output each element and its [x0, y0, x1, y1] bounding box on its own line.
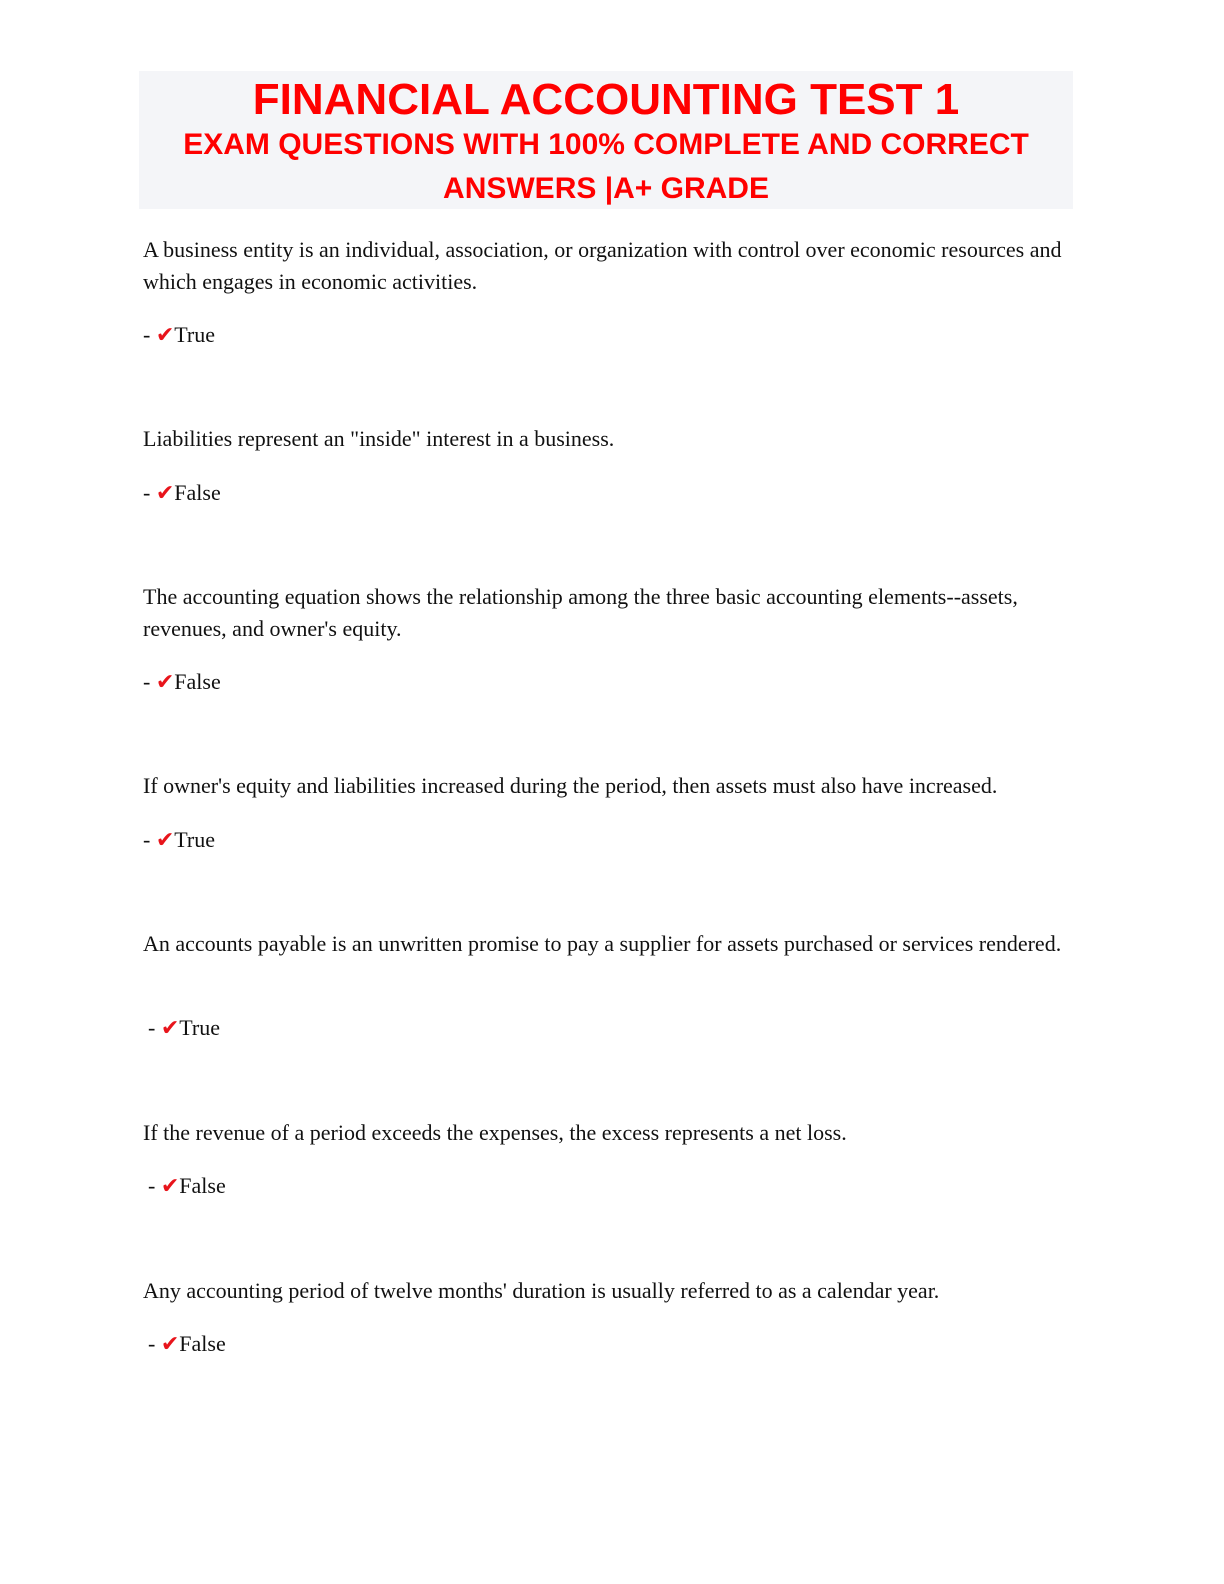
- answer-prefix: -: [148, 1331, 161, 1356]
- question-item-3: [143, 581, 1073, 645]
- question-item-7: [143, 1275, 1073, 1307]
- subtitle-line-2: ANSWERS |A+ GRADE: [443, 172, 769, 205]
- checkmark-icon: ✔: [155, 323, 175, 348]
- question-text: Any accounting period of twelve months' duration is usually referred to as a calendar year.: [143, 1278, 940, 1303]
- answer-prefix: -: [148, 1015, 161, 1040]
- checkmark-icon: ✔: [155, 481, 175, 506]
- question-item-4: [143, 770, 1073, 802]
- question-item-2: [143, 423, 1073, 455]
- answer-line-1: [143, 319, 215, 352]
- checkmark-icon: ✔: [155, 828, 175, 853]
- answer-prefix: -: [143, 669, 156, 694]
- checkmark-icon: ✔: [160, 1332, 180, 1357]
- answer-line-3: [143, 666, 221, 699]
- document-subtitle: [139, 123, 1073, 211]
- answer-line-2: [143, 477, 221, 510]
- answer-text: False: [179, 1173, 226, 1198]
- answer-text: True: [179, 1015, 221, 1040]
- question-text: Liabilities represent an "inside" interest in a business.: [143, 426, 615, 451]
- answer-text: True: [174, 827, 216, 852]
- answer-prefix: -: [143, 827, 156, 852]
- question-text: A business entity is an individual, association, or organization with control over economic resources and which engages in economic activities.: [143, 237, 1062, 294]
- question-item-5: [143, 928, 1073, 960]
- question-text: If the revenue of a period exceeds the expenses, the excess represents a net loss.: [143, 1120, 847, 1145]
- question-item-1: [143, 234, 1073, 298]
- answer-text: False: [174, 669, 221, 694]
- document-title: FINANCIAL ACCOUNTING TEST 1: [252, 75, 960, 124]
- answer-text: False: [174, 480, 221, 505]
- question-text: If owner's equity and liabilities increased during the period, then assets must also have increased.: [143, 773, 998, 798]
- question-text: The accounting equation shows the relationship among the three basic accounting elements--assets, revenues, and owner's equity.: [143, 584, 1018, 641]
- checkmark-icon: ✔: [160, 1174, 180, 1199]
- answer-text: False: [179, 1331, 226, 1356]
- question-item-6: [143, 1117, 1073, 1149]
- document-header: [139, 71, 1073, 209]
- answer-line-7: [148, 1328, 226, 1361]
- answer-line-6: [148, 1170, 226, 1203]
- checkmark-icon: ✔: [160, 1016, 180, 1041]
- answer-prefix: -: [143, 480, 156, 505]
- answer-prefix: -: [148, 1173, 161, 1198]
- answer-line-5: [148, 1012, 220, 1045]
- answer-line-4: [143, 824, 215, 857]
- checkmark-icon: ✔: [155, 670, 175, 695]
- subtitle-line-1: EXAM QUESTIONS WITH 100% COMPLETE AND CORRECT: [183, 128, 1029, 161]
- question-text: An accounts payable is an unwritten promise to pay a supplier for assets purchased or services rendered.: [143, 931, 1062, 956]
- answer-text: True: [174, 322, 216, 347]
- answer-prefix: -: [143, 322, 156, 347]
